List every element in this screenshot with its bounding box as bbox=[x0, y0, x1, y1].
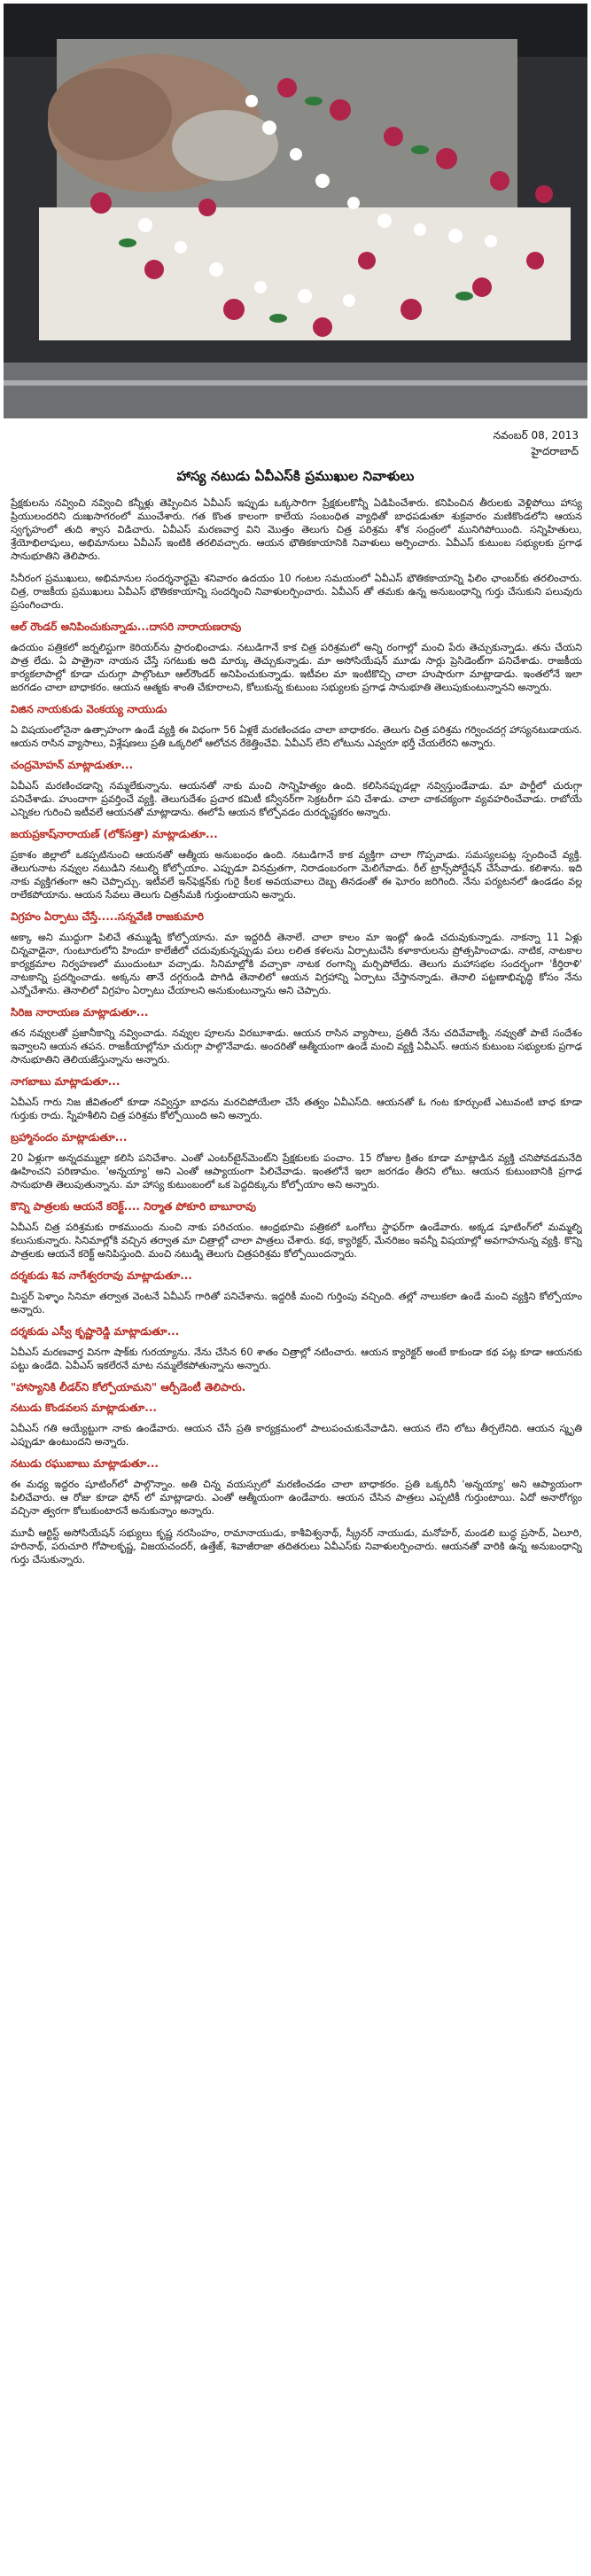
section-heading: ఆల్ రౌండర్ అనిపించుకున్నాడు...దాసరి నారాయణరావు bbox=[11, 621, 242, 633]
article-dateline bbox=[494, 427, 579, 459]
section-paragraph: ఏవీఎస్ మరణించడాన్ని నమ్మలేకున్నాను. ఆయనతో నాకు మంచి సాన్నిహిత్యం ఉంది. కలిసినప్పుడల్లా నవ్విస్తుండేవాడు. మా పార్టీలో చురుగ్గా పనిచేశాడు. హుందాగా ప్రవర్తించే వ్యక్తి. తెలుగుదేశం ప్రచార కమిటీ కన్వీనర్‌గా సెక్రటరీగా పని చేశాడు. చాలా చాకచక్యంగా వ్యవహరించేవాడు. రాబోయే ఎన్నికల గురించి ఇటీవలే ఆయనతో మాట్లాడాను. ఈలోపే ఆయన కోల్పోవడం దురదృష్టకరం అన్నారు. bbox=[11, 780, 582, 818]
section-heading: నటుడు కొండవలస మాట్లాడుతూ... bbox=[11, 1401, 157, 1414]
article-headline: హాస్య నటుడు ఏవీఎస్‌కి ప్రముఖుల నివాళులు bbox=[176, 468, 415, 484]
section-heading: నటుడు రఘుబాబు మాట్లాడుతూ... bbox=[11, 1457, 159, 1470]
section-heading: నాగబాబు మాట్లాడుతూ... bbox=[11, 1075, 121, 1088]
section-paragraph: ఏ విషయంలోనైనా ఉత్సాహంగా ఉండే వ్యక్తి ఈ విధంగా 56 ఏళ్లకే మరణించడం చాలా బాధాకరం. తెలుగు చిత్ర పరిశ్రమ గర్వించదగ్గ హాస్యనటుడాయన. ఆయన రాసిన వ్యాసాలు, విశ్లేషణలు ప్రతి ఒక్కరిలో ఆలోచన రేకెత్తించేవి. ఏవీఎస్ లేని లోటును ఎవ్వరూ భర్తీ చేయలేరని అన్నారు. bbox=[11, 724, 582, 749]
section-paragraph: సినీరంగ ప్రముఖులు, అభిమానుల సందర్శనార్థమై శనివారం ఉదయం 10 గంటల సమయంలో ఏవీఎస్ భౌతికకాయాన్ని ఫిలిం ఛాంబర్‌కు తరలించారు. చిత్ర, రాజకీయ ప్రముఖులు ఏవీఎస్ భౌతికకాయాన్ని సందర్శించి నివాళులర్పించారు. ఏవీఎస్ తో తమకు ఉన్న అనుబంధాన్ని గుర్తు చేసుకుని పలువురు ప్రసంగించారు. bbox=[11, 573, 582, 611]
article-body bbox=[11, 496, 582, 2571]
section-heading: సిరిజ నారాయణ మాట్లాడుతూ... bbox=[11, 1006, 149, 1019]
section-paragraph: ఏవీఎస్ మరణవార్త వినగా షాక్‌కు గురయ్యాను. నేను చేసిన 60 శాతం చిత్రాల్లో నటించారు. ఆయన క్యారెక్టర్ అంటే కాకుండా కథ పట్ల కూడా ఆయనకు పట్టు ఉండేది. ఏవీఎస్ ఇకలేరనే మాట నమ్మలేకపోతున్నాను అన్నారు. bbox=[11, 1347, 582, 1371]
section-paragraph: ఏవీఎస్ చిత్ర పరిశ్రమకు రాకముందు నుంచి నాకు పరిచయం. ఆంధ్రభూమి పత్రికలో ఒంగోలు స్టాఫర్‌గా ఉండేవారు. అక్కడ షూటింగ్‌లో మమ్మల్ని కలుసుకున్నారు. సినిమాల్లోకి వచ్చిన తర్వాత మా చిత్రాల్లో చాలా పాత్రలు చేశారు. కథ, క్యారెక్టర్, మేనరిజం ఇవన్నీ విషయాల్లో అవగాహనున్న వ్యక్తి. కొన్ని పాత్రలకు ఆయనే కరెక్ట్ అనిపిస్తుంది. మంచి నటుడ్ని తెలుగు చిత్రపరిశ్రమ కోల్పోయిందన్నారు. bbox=[11, 1222, 582, 1260]
section-heading: "హాస్యానికి లీడర్‌ని కోల్పోయామని" ఆర్పీడెంటీ తెలిపారు. bbox=[11, 1381, 246, 1393]
section-heading: కొన్ని పాత్రలకు ఆయనే కరెక్ట్.... నిర్మాత పోకూరి బాబూరావు bbox=[11, 1200, 256, 1213]
section-heading: విగ్రహం ఏర్పాటు చేస్తే.....సన్నవేణి రాజకుమారి bbox=[11, 910, 205, 923]
section-paragraph: 20 ఏళ్లుగా అన్నదమ్ముల్లా కలిసి పనిచేశాం. ఎంతో ఎంటర్‌టైన్‌మెంట్‌ని ప్రేక్షకులకు పంచాం. 15 రోజుల క్రితం కూడా మాట్లాడిన వ్యక్తి చనిపోవడమనేది ఊహించని పరిణామం. 'అన్నయ్యా' అని ఎంతో ఆప్యాయంగా పిలిచేవాడు. ఇంతలోనే ఇలా జరగడం తీరని లోటు. ఆయన కుటుంబానికి ప్రగాఢ సానుభూతి తెలుపుతున్నాను. మా హాస్య కుటుంబంలో ఒక పెద్దదిక్కును కోల్పోయాం అని అన్నారు. bbox=[11, 1152, 582, 1190]
section-paragraph: మూవీ ఆర్టిస్ట్ అసోసియేషన్ సభ్యులు కృష్ణ నరసింహం, రామానాయుడు, కాశీవిశ్వనాథ్, స్క్రీనర్ నాయుడు, మనోహర్, మండలి బుద్ధ ప్రసాద్, ఏలూరి, హరినాథ్, పరుచూరి గోపాలకృష్ణ, విజయచందర్, ఉత్తేజ్, శివాజీరాజా తదితరులు ఏవీఎస్‌కు నివాళులర్పించారు. ఆయనతో వారికి ఉన్న అనుబంధాన్ని గుర్తు చేసుకున్నారు. bbox=[11, 1527, 582, 1565]
section-paragraph: ఉదయం పత్రికలో జర్నలిస్టుగా కెరియర్‌ను ప్రారంభించాడు. నటుడిగానే కాక చిత్ర పరిశ్రమలో అన్ని రంగాల్లో మంచి పేరు తెచ్చుకున్నాడు. తను చేయని పాత్ర లేదు. ఏ పాత్రైనా నాయన చేస్తే సగటుకు అది మార్కు తెచ్చుకున్నాడు. మా అసోసియేషన్ మూడు సార్లు ప్రెసిడెంట్‌గా పనిచేశాడు. రాజకీయ కార్యకలాపాల్లో కూడా చురుగ్గా పాల్గొంటూ ఆల్‌రౌండర్ అనిపించుకున్నాడు. ఇటీవల మా ఇంటికొచ్చి చాలా హుషారుగా మాట్లాడాడు. ఇంతలోనే ఇలా జరగడం చాలా బాధాకరం. ఆయన ఆత్మకు శాంతి చేకూరాలని, కోలుకున్న కుటుంబ సభ్యులకు ప్రగాఢ సానుభూతి తెలుపుకుంటున్నానని అన్నారు. bbox=[11, 642, 582, 693]
article-place: హైదరాబాద్ bbox=[531, 445, 579, 457]
section-paragraph: ప్రకాశం జిల్లాలో ఒకప్పటినుంచి ఆయనతో ఆత్మీయ అనుబంధం ఉంది. నటుడిగానే కాక వ్యక్తిగా చాలా గొప్పవాడు. సమస్యలపట్ల స్పందించే వ్యక్తి. తెలుగునాట నవ్వుల నటుడిని నటుల్ని కోల్పోయాం. ఎప్పుడూ వినమ్రతగా, నిరాడంబరంగా మెలిగేవాడు. రీల్ ట్రాన్స్‌పోర్టేషన్ చేసేవాడు. కలిశాను. ఇది నాకు వ్యక్తిగతంగా ఆని చెప్పొచ్చు. ఇటీవలే ఇన్‌ఫెక్షన్‌కు గురై కీలక అవయవాలు దెబ్బ తినడంతో ఈ ఘోరం జరిగింది. నేను పర్యటనలో ఉండడం వల్ల రాలేకపోయాను. ఆయన సేవలు తెలుగు చిత్రసీమకి గుర్తుంటాయని అన్నారు. bbox=[11, 849, 582, 901]
section-paragraph: మిస్టర్ పెళ్ళాం సినిమా తర్వాత వెంటనే ఏవీఎస్ గారితో పనిచేశాను. ఇద్దరికీ మంచి గుర్తింపు వచ్చింది. తల్లో నాలుకలా ఉండే మంచి వ్యక్తిని కోల్పోయాం అన్నారు. bbox=[11, 1291, 582, 1315]
section-paragraph: ఏవీఎస్ గతి ఆయ్యేట్టుగా నాకు ఉండేవారు. ఆయన చేసే ప్రతి కార్యక్రమంలో పాలుపంచుకునేవాడిని. ఆయన లేని లోటు తీర్చలేనిది. ఆయన స్మృతి ఎప్పుడూ ఉంటుందని అన్నారు. bbox=[11, 1423, 582, 1448]
section-paragraph: ఏవీఎస్ గారు నిజ జీవితంలో కూడా నవ్విస్తూ బాధను మరచిపోయేలా చేసే తత్వం ఏవీఎస్‌ది. ఆయనతో ఓ గంట కూర్చుంటే ఎటువంటి బాధ కూడా గుర్తుకు రాదు. స్నేహశీలిని చిత్ర పరిశ్రమ కోల్పోయింది అని అన్నారు. bbox=[11, 1097, 582, 1121]
section-paragraph: ప్రేక్షకులను నవ్వించి నవ్వించి కన్నీళ్లు తెప్పించిన ఏవీఎస్ ఇప్పుడు ఒక్కసారిగా ప్రేక్షకులకొన్నీ ఏడిపించేశారు. కనిపించిన తీరులకు వెళ్లిపోయి హాస్య ప్రియులందరిని దుఃఖసాగరంలో ముంచేశారు. గత కొంత కాలంగా కాలేయ సంబంధిత వ్యాధితో బాధపడుతూ శుక్రవారం మణికొండలోని ఆయన స్వగృహంలో తుది శ్వాస విడిచారు. ఏవీఎస్ మరణవార్త విని మొత్తం తెలుగు చిత్ర పరిశ్రమ శోక సంద్రంలో మునిగిపోయింది. సన్నిహితులు, శ్రేయోభిలాషులు, అభిమానులు ఏవీఎస్ ఇంటికి తరలివచ్చారు. ఆయన భౌతికకాయానికి నివాళులు అర్పించారు. ఏవీఎస్ కుటుంబ సభ్యులకు ప్రగాఢ సానుభూతిని తెలిపారు. bbox=[11, 497, 582, 562]
section-heading: చంద్రమోహన్ మాట్లాడుతూ... bbox=[11, 759, 134, 771]
section-paragraph: అక్కా అని ముద్దుగా పిలిచే తమ్ముడ్ని కోల్పోయాను. మా ఇద్దరిదీ తెనాలే. చాలా కాలం మా ఇంట్లో ఉండి చదువుకున్నాడు. నాకన్నా 11 ఏళ్లు చిన్నవాడైనా, గుంటూరులోని హిందూ కాలేజీలో చదువుకున్నప్పుడు పలు లలిత కళలను ఏర్పాటుచేసి కళాకారులను ప్రోత్సహించాడు. నాటిక, నాటకాల కార్యక్రమాల నిర్వహణలో ముందుంటూ వచ్చాడు. సినిమాల్లోకి వచ్చాకా నాటక రంగాన్ని మర్చిపోలేదు. తెలుగు మహాసభల సందర్భంగా 'కీర్తిరాళి' నాటకాన్ని ప్రదర్శించాడు. అక్కను తానే దగ్గరుండి పొగిడి తెనాలిలో ఆయన విగ్రహాన్ని ఏర్పాటు చేస్తానన్నాడు. తెనాలి పట్టణాభివృద్ధి కోసం నేను ఎన్నోచేశాను. తెనాలిలో విగ్రహం ఏర్పాటు చేయాలని అనుకుంటున్నాను అని చెప్పారు. bbox=[11, 932, 582, 996]
section-heading: విజిన నాయకుడు వెంకయ్య నాయుడు bbox=[11, 703, 167, 715]
hero-photo bbox=[4, 4, 587, 418]
section-heading: జయప్రకాష్‌నారాయణ్ (లోక్‌సత్తా) మాట్లాడుతూ... bbox=[11, 828, 218, 840]
section-heading: దర్శకుడు శివ నాగేశ్వరరావు మాట్లాడుతూ... bbox=[11, 1269, 192, 1282]
section-heading: బ్రహ్మానందం మాట్లాడుతూ... bbox=[11, 1131, 128, 1144]
section-heading: దర్శకుడు ఎస్వీ కృష్ణారెడ్డి మాట్లాడుతూ... bbox=[11, 1325, 180, 1338]
article-date: నవంబర్ 08, 2013 bbox=[493, 429, 579, 441]
section-paragraph: ఈ మధ్య ఇద్దరం షూటింగ్‌లో పాల్గొన్నాం. అతి చిన్న వయస్సులో మరణించడం చాలా బాధాకరం. ప్రతి ఒక్కరినీ 'అన్నయ్యా' అని ఆప్యాయంగా పిలిచేవారు. ఆ రోజు కూడా ఫోన్ లో మాట్లాడారు. ఎంతో ఆత్మీయంగా ఉండేవారు. ఆయన చేసిన పాత్రలు ఎప్పటికీ గుర్తుంటాయి. ఏదో అనారోగ్యం వచ్చినా త్వరగా కోలుకుంటారనే అనుకున్నాం అన్నారు. bbox=[11, 1479, 582, 1517]
section-paragraph: తన నవ్వులతో ప్రజానీకాన్ని నవ్వించాడు. నవ్వుల పూలను విరబూశాడు. ఆయన రాసిన వ్యాసాలు, ప్రతిదీ నేను చదివేవాణ్ని. నవ్వుతో పాటే సందేశం ఇవ్వాలని ఆయన తపన. రాజకీయాల్లోనూ చురుగ్గా పాల్గొనేవాడు. అందరితో ఆత్మీయంగా ఉండే మంచి వ్యక్తి ఏవీఎస్. ఆయన కుటుంబ సభ్యులకు ప్రగాఢ సానుభూతిని తెలియజేస్తున్నాను అన్నారు. bbox=[11, 1027, 582, 1066]
casket-photo-illustration bbox=[4, 4, 587, 418]
